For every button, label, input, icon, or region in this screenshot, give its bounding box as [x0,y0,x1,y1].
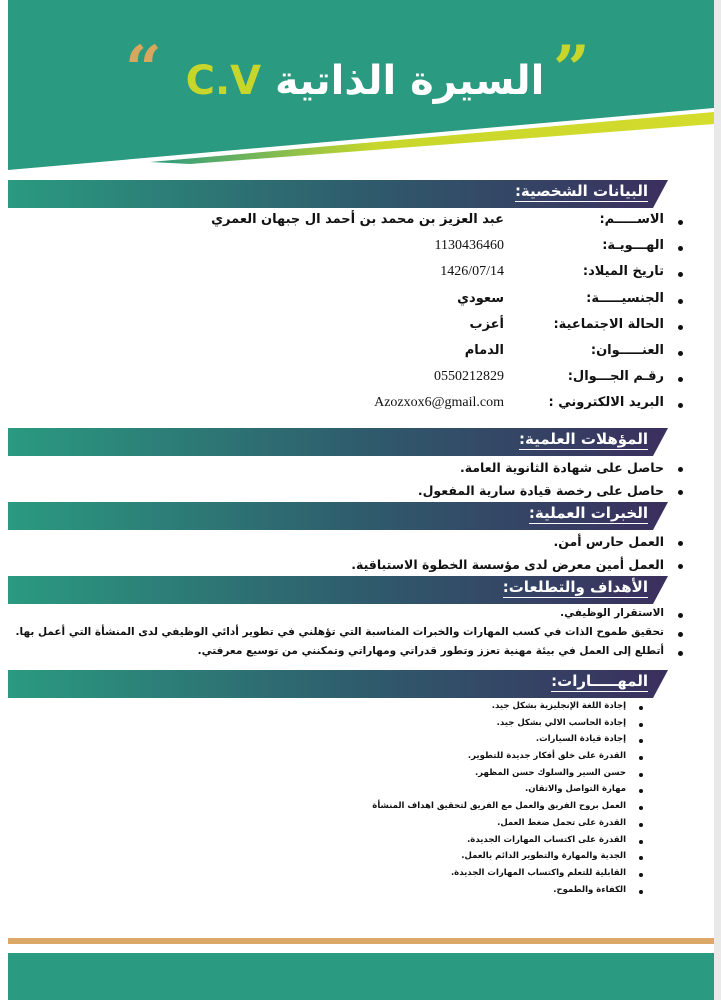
list-item: العمل حارس أمن. [351,534,664,557]
list-item: حاصل على شهادة الثانوية العامة. [418,460,664,483]
list-item: تحقيق طموح الذات في كسب المهارات والخبرات المناسبة التي تؤهلني في تطوير أدائي الوظيفي لدى المنشأة التي أعمل بها. [16,626,664,645]
list-item: إجادة الحاسب الالي بشكل جيد. [372,718,626,735]
footer-banner [8,953,714,1000]
page-edge [714,0,721,1000]
info-row-marital: الحالة الاجتماعية:أعزب [211,317,664,343]
page-title [150,58,580,104]
list-item: العمل بروح الفريق والعمل مع الفريق لتحقيق اهداف المنشأة [372,801,626,818]
list-item: إجادة اللغة الإنجليزية بشكل جيد. [372,701,626,718]
list-item: الكفاءة والطموح. [372,885,626,902]
section-title: المؤهلات العلمية: [519,430,648,448]
footer-divider [8,938,714,944]
info-row-nationality: الجنسيـــــة:سعودي [211,291,664,317]
section-title: المهـــــارات: [551,672,648,690]
info-row-mobile: رقـم الجـــوال:0550212829 [211,369,664,395]
section-header-experience [8,502,668,530]
info-row-address: العنـــــوان:الدمام [211,343,664,369]
goals-list [16,607,664,664]
section-header-goals [8,576,668,604]
list-item: إجادة قيادة السيارات. [372,734,626,751]
section-title: الأهداف والتطلعات: [502,578,648,596]
info-row-name: الاســـــم:عبد العزيز بن محمد بن أحمد ال جبهان العمري [211,212,664,238]
list-item: القدرة على خلق أفكار جديدة للتطوير. [372,751,626,768]
list-item: مهارة التواصل والاتقان. [372,784,626,801]
experience-list [351,534,664,580]
list-item: الاستقرار الوظيفي. [16,607,664,626]
personal-info-list [211,212,664,422]
section-header-qualifications [8,428,668,456]
list-item: القدرة على تحمل ضغط العمل. [372,818,626,835]
info-row-birthdate: تاريخ الميلاد:1426/07/14 [211,264,664,290]
list-item: الجدية والمهارة والتطوير الدائم بالعمل. [372,851,626,868]
skills-list [372,701,626,901]
quote-right-icon: ” [553,32,590,107]
header-banner [0,0,721,180]
list-item: القدرة على اكتساب المهارات الجديدة. [372,835,626,852]
section-header-personal [8,180,668,208]
section-title: الخبرات العملية: [528,504,648,522]
list-item: أتطلع إلى العمل في بيئة مهنية تعزز وتطور قدراتي ومهاراتي وتمكنني من توسيع معرفتي. [16,645,664,664]
section-title: البيانات الشخصية: [514,182,648,200]
title-cv: C.V [185,58,262,104]
quote-left-icon: “ [125,32,162,107]
list-item: العمل أمين معرض لدى مؤسسة الخطوة الاستباقية. [351,557,664,580]
title-arabic: السيرة الذاتية [275,58,545,104]
qualifications-list [418,460,664,506]
info-row-id: الهـــويـة:1130436460 [211,238,664,264]
list-item: القابلية للتعلم واكتساب المهارات الجديدة. [372,868,626,885]
info-row-email: البريد الالكتروني :Azozxox6@gmail.com [211,395,664,421]
list-item: حسن السير والسلوك حسن المظهر. [372,768,626,785]
section-header-skills [8,670,668,698]
list-item: حاصل على رخصة قيادة سارية المفعول. [418,483,664,506]
